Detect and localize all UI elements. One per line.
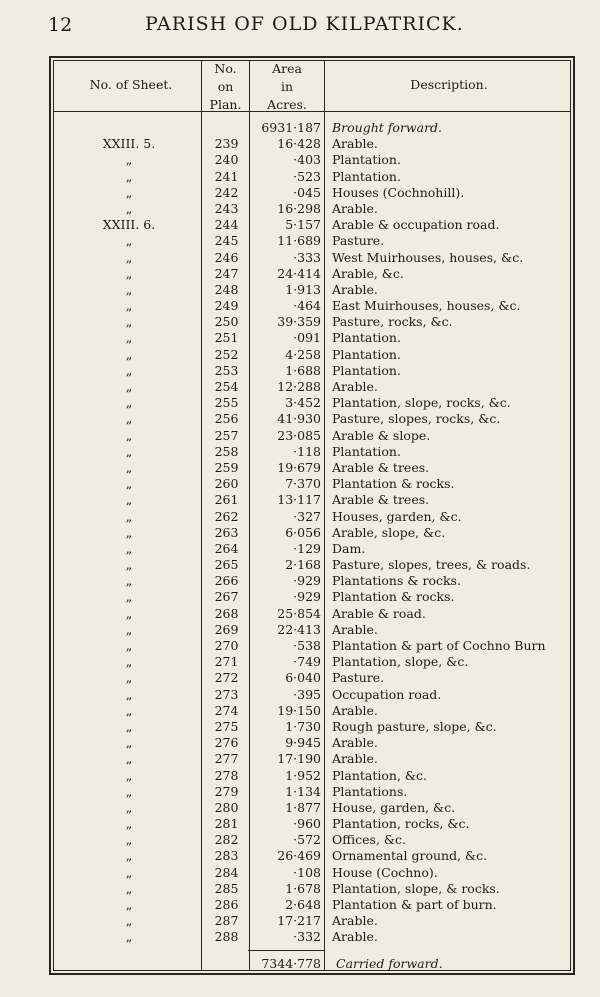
table-row <box>51 541 573 557</box>
plan-number-cell: 279 <box>214 783 239 799</box>
plan-number-cell: 269 <box>214 621 239 637</box>
area-cell: 24·414 <box>277 265 321 281</box>
area-cell: 1·134 <box>285 783 321 799</box>
description-cell: Plantation. <box>332 346 401 362</box>
sheet-cell: „ <box>125 718 133 734</box>
table-row <box>51 816 573 832</box>
area-cell: ·403 <box>293 152 321 168</box>
sheet-cell: „ <box>125 767 133 783</box>
description-cell: Arable. <box>332 929 378 945</box>
description-cell: Arable. <box>332 621 378 637</box>
sheet-cell: „ <box>125 314 133 330</box>
sheet-cell: „ <box>125 152 133 168</box>
table-row <box>51 476 573 492</box>
area-cell: 6·056 <box>285 524 321 540</box>
description-cell: Plantation & part of Cochno Burn <box>332 638 546 653</box>
area-cell: ·333 <box>293 249 321 265</box>
plan-number-cell: 265 <box>214 557 239 573</box>
area-cell: 39·359 <box>277 314 321 330</box>
plan-number-cell: 267 <box>214 589 239 605</box>
brought-forward-label: Brought forward. <box>332 120 443 135</box>
brought-forward-area: 6931·187 <box>261 120 321 135</box>
description-cell: Plantation & part of burn. <box>332 897 497 912</box>
plan-number-cell: 287 <box>214 913 239 929</box>
plan-number-cell: 277 <box>214 751 239 767</box>
description-cell: Dam. <box>332 540 366 556</box>
table-row <box>51 379 573 395</box>
table-row <box>51 735 573 751</box>
header-plan: No. on Plan. <box>209 61 242 112</box>
area-cell: 5·157 <box>285 217 321 233</box>
description-cell: Arable & slope. <box>332 427 431 443</box>
table-row <box>51 185 573 201</box>
plan-number-cell: 242 <box>214 184 239 200</box>
plan-number-cell: 264 <box>214 540 239 556</box>
table-row <box>51 136 573 152</box>
area-cell: 41·930 <box>277 411 321 427</box>
carried-forward-area: 7344·778 <box>261 956 321 971</box>
description-cell: Plantation. <box>332 152 401 168</box>
area-cell: ·332 <box>293 929 321 945</box>
plan-number-cell: 257 <box>214 427 239 443</box>
table-row <box>51 201 573 217</box>
description-cell: Pasture. <box>332 670 385 686</box>
table-row <box>51 169 573 185</box>
total-rule <box>248 950 325 951</box>
sheet-cell: „ <box>125 735 133 751</box>
description-cell: Pasture, slopes, rocks, &c. <box>332 411 501 427</box>
plan-number-cell: 271 <box>214 654 239 670</box>
plan-number-cell: 273 <box>214 686 239 702</box>
area-cell: ·572 <box>293 832 321 848</box>
area-cell: 1·877 <box>285 799 321 815</box>
table-row <box>51 800 573 816</box>
plan-number-cell: 282 <box>214 832 239 848</box>
area-cell: ·929 <box>293 573 321 589</box>
page-title: PARISH OF OLD KILPATRICK. <box>145 13 464 35</box>
description-cell: Arable & trees. <box>332 459 430 475</box>
sheet-cell: „ <box>125 605 133 621</box>
sheet-cell: „ <box>125 816 133 832</box>
table-row <box>51 330 573 346</box>
area-cell: ·091 <box>293 330 321 346</box>
table-row <box>51 703 573 719</box>
table-row <box>51 411 573 427</box>
area-cell: 13·117 <box>277 492 321 508</box>
area-cell: 26·469 <box>277 848 321 864</box>
description-cell: Arable. <box>332 136 378 152</box>
plan-number-cell: 239 <box>214 136 239 152</box>
sheet-cell: „ <box>125 573 133 589</box>
area-cell: ·464 <box>293 298 321 314</box>
description-cell: Arable. <box>332 702 378 718</box>
description-cell: Offices, &c. <box>332 832 406 848</box>
area-cell: ·327 <box>293 508 321 524</box>
table-row <box>51 152 573 168</box>
description-cell: Plantation. <box>332 362 401 378</box>
area-cell: ·538 <box>293 638 321 653</box>
plan-number-cell: 283 <box>214 848 239 864</box>
sheet-cell: „ <box>125 864 133 880</box>
sheet-cell: „ <box>125 249 133 265</box>
area-cell: 12·288 <box>277 379 321 394</box>
plan-number-cell: 281 <box>214 816 239 832</box>
table-row <box>51 314 573 330</box>
sheet-cell: „ <box>125 411 133 427</box>
table-frame <box>49 56 575 975</box>
table-row <box>51 654 573 670</box>
plan-number-cell: 285 <box>214 880 239 896</box>
sheet-cell: „ <box>125 589 133 605</box>
table-row <box>51 606 573 622</box>
table-row <box>51 233 573 249</box>
sheet-cell: „ <box>125 508 133 524</box>
header-description: Description. <box>410 77 488 92</box>
sheet-cell: XXIII. 6. <box>102 217 156 233</box>
area-cell: ·045 <box>293 184 321 200</box>
description-cell: Plantations. <box>332 783 408 799</box>
table-row <box>51 525 573 541</box>
plan-number-cell: 286 <box>214 897 239 912</box>
table-row <box>51 784 573 800</box>
sheet-cell: „ <box>125 459 133 475</box>
table-row <box>51 832 573 848</box>
description-cell: Rough pasture, slope, &c. <box>332 718 497 734</box>
plan-number-cell: 243 <box>214 200 239 216</box>
plan-number-cell: 247 <box>214 265 239 281</box>
plan-number-cell: 263 <box>214 524 239 540</box>
sheet-cell: „ <box>125 395 133 411</box>
description-cell: Occupation road. <box>332 686 442 702</box>
area-cell: 23·085 <box>277 427 321 443</box>
table-row <box>51 573 573 589</box>
plan-number-cell: 278 <box>214 767 239 783</box>
area-cell: 2·168 <box>285 557 321 573</box>
table-row <box>51 395 573 411</box>
table-row <box>51 913 573 929</box>
table-row <box>51 347 573 363</box>
sheet-cell: „ <box>125 524 133 540</box>
description-cell: Arable. <box>332 751 378 767</box>
sheet-cell: „ <box>125 654 133 670</box>
table-row <box>51 266 573 282</box>
area-cell: ·108 <box>293 864 321 880</box>
sheet-cell: XXIII. 5. <box>102 136 156 152</box>
sheet-cell: „ <box>125 783 133 799</box>
area-cell: 6·040 <box>285 670 321 686</box>
area-cell: 19·679 <box>277 459 321 475</box>
area-cell: ·118 <box>293 443 321 459</box>
area-cell: 7·370 <box>285 476 321 492</box>
table-row <box>51 865 573 881</box>
plan-number-cell: 268 <box>214 605 239 621</box>
sheet-cell: „ <box>125 362 133 378</box>
description-cell: Arable & road. <box>332 605 426 621</box>
table-row <box>51 881 573 897</box>
plan-number-cell: 240 <box>214 152 239 168</box>
sheet-cell: „ <box>125 897 133 912</box>
table-row <box>51 848 573 864</box>
area-cell: 25·854 <box>277 605 321 621</box>
sheet-cell: „ <box>125 265 133 281</box>
description-cell: Ornamental ground, &c. <box>332 848 488 864</box>
sheet-cell: „ <box>125 702 133 718</box>
plan-number-cell: 275 <box>214 718 239 734</box>
sheet-cell: „ <box>125 848 133 864</box>
plan-number-cell: 272 <box>214 670 239 686</box>
plan-number-cell: 266 <box>214 573 239 589</box>
plan-number-cell: 244 <box>214 217 239 233</box>
sheet-cell: „ <box>125 751 133 767</box>
plan-number-cell: 250 <box>214 314 239 330</box>
sheet-cell: „ <box>125 540 133 556</box>
table-row <box>51 768 573 784</box>
sheet-cell: „ <box>125 168 133 184</box>
table-row <box>51 638 573 654</box>
description-cell: Arable & occupation road. <box>332 217 500 233</box>
plan-number-cell: 252 <box>214 346 239 362</box>
description-cell: Pasture, slopes, trees, & roads. <box>332 557 531 573</box>
table-row <box>51 897 573 913</box>
page-number: 12 <box>48 14 73 36</box>
sheet-cell: „ <box>125 427 133 443</box>
description-cell: Arable, slope, &c. <box>332 524 446 540</box>
table-row <box>51 589 573 605</box>
plan-number-cell: 259 <box>214 459 239 475</box>
plan-number-cell: 280 <box>214 799 239 815</box>
plan-number-cell: 284 <box>214 864 239 880</box>
plan-number-cell: 255 <box>214 395 239 411</box>
sheet-cell: „ <box>125 184 133 200</box>
table-row <box>51 250 573 266</box>
area-cell: 17·190 <box>277 751 321 767</box>
area-cell: 1·730 <box>285 718 321 734</box>
header-area: Area in Acres. <box>267 61 307 112</box>
area-cell: 17·217 <box>277 913 321 929</box>
sheet-cell: „ <box>125 670 133 686</box>
sheet-cell: „ <box>125 832 133 848</box>
description-cell: Pasture. <box>332 233 385 249</box>
sheet-cell: „ <box>125 476 133 492</box>
table-row <box>51 719 573 735</box>
sheet-cell: „ <box>125 330 133 346</box>
area-cell: 9·945 <box>285 735 321 751</box>
description-cell: Houses, garden, &c. <box>332 508 462 524</box>
plan-number-cell: 274 <box>214 702 239 718</box>
description-cell: Plantation, slope, & rocks. <box>332 880 500 896</box>
description-cell: Pasture, rocks, &c. <box>332 314 453 330</box>
table-row <box>51 460 573 476</box>
area-cell: 2·648 <box>285 897 321 912</box>
header-sheet: No. of Sheet. <box>89 77 173 92</box>
description-cell: Plantation, slope, rocks, &c. <box>332 395 511 411</box>
table-row <box>51 217 573 233</box>
description-cell: Arable & trees. <box>332 492 430 508</box>
plan-number-cell: 254 <box>214 379 239 394</box>
description-cell: Plantation. <box>332 168 401 184</box>
sheet-cell: „ <box>125 233 133 249</box>
sheet-cell: „ <box>125 200 133 216</box>
plan-number-cell: 253 <box>214 362 239 378</box>
plan-number-cell: 248 <box>214 281 239 297</box>
area-cell: ·929 <box>293 589 321 605</box>
brought-forward-row <box>51 120 573 136</box>
area-cell: 11·689 <box>277 233 321 249</box>
plan-number-cell: 288 <box>214 929 239 945</box>
table-body <box>51 120 573 946</box>
table-row <box>51 751 573 767</box>
table-row <box>51 298 573 314</box>
plan-number-cell: 246 <box>214 249 239 265</box>
area-cell: 1·952 <box>285 767 321 783</box>
area-cell: 22·413 <box>277 621 321 637</box>
plan-number-cell: 241 <box>214 168 239 184</box>
sheet-cell: „ <box>125 880 133 896</box>
plan-number-cell: 245 <box>214 233 239 249</box>
description-cell: House, garden, &c. <box>332 799 456 815</box>
area-cell: 4·258 <box>285 346 321 362</box>
sheet-cell: „ <box>125 929 133 945</box>
sheet-cell: „ <box>125 638 133 653</box>
area-cell: 1·678 <box>285 880 321 896</box>
table-row <box>51 444 573 460</box>
area-cell: ·523 <box>293 168 321 184</box>
area-cell: 16·428 <box>277 136 321 152</box>
area-cell: ·960 <box>293 816 321 832</box>
table-row <box>51 622 573 638</box>
description-cell: House (Cochno). <box>332 864 438 880</box>
description-cell: Houses (Cochnohill). <box>332 184 465 200</box>
description-cell: Arable. <box>332 735 378 751</box>
sheet-cell: „ <box>125 557 133 573</box>
description-cell: Plantation, rocks, &c. <box>332 816 470 832</box>
description-cell: Plantation, &c. <box>332 767 428 783</box>
area-cell: 3·452 <box>285 395 321 411</box>
description-cell: Arable, &c. <box>332 265 404 281</box>
plan-number-cell: 270 <box>214 638 239 653</box>
description-cell: Plantation & rocks. <box>332 476 455 492</box>
sheet-cell: „ <box>125 346 133 362</box>
sheet-cell: „ <box>125 799 133 815</box>
description-cell: Plantation. <box>332 443 401 459</box>
sheet-cell: „ <box>125 686 133 702</box>
plan-number-cell: 260 <box>214 476 239 492</box>
sheet-cell: „ <box>125 492 133 508</box>
description-cell: Plantations & rocks. <box>332 573 461 589</box>
table-row <box>51 363 573 379</box>
area-cell: 16·298 <box>277 200 321 216</box>
area-cell: 1·913 <box>285 281 321 297</box>
description-cell: Plantation & rocks. <box>332 589 455 605</box>
table-row <box>51 428 573 444</box>
area-cell: ·129 <box>293 540 321 556</box>
area-cell: ·749 <box>293 654 321 670</box>
table-row <box>51 557 573 573</box>
description-cell: Arable. <box>332 200 378 216</box>
description-cell: Arable. <box>332 281 378 297</box>
sheet-cell: „ <box>125 443 133 459</box>
description-cell: East Muirhouses, houses, &c. <box>332 298 521 314</box>
table-row <box>51 509 573 525</box>
sheet-cell: „ <box>125 913 133 929</box>
table-row <box>51 492 573 508</box>
description-cell: Plantation. <box>332 330 401 346</box>
carried-forward-label: Carried forward. <box>336 956 443 971</box>
table-row <box>51 929 573 945</box>
table-row <box>51 282 573 298</box>
plan-number-cell: 261 <box>214 492 239 508</box>
area-cell: 19·150 <box>277 702 321 718</box>
plan-number-cell: 249 <box>214 298 239 314</box>
sheet-cell: „ <box>125 379 133 394</box>
plan-number-cell: 276 <box>214 735 239 751</box>
sheet-cell: „ <box>125 298 133 314</box>
area-cell: 1·688 <box>285 362 321 378</box>
table-row <box>51 687 573 703</box>
area-cell: ·395 <box>293 686 321 702</box>
plan-number-cell: 256 <box>214 411 239 427</box>
sheet-cell: „ <box>125 621 133 637</box>
plan-number-cell: 262 <box>214 508 239 524</box>
description-cell: Plantation, slope, &c. <box>332 654 469 670</box>
sheet-cell: „ <box>125 281 133 297</box>
description-cell: Arable. <box>332 379 378 394</box>
description-cell: West Muirhouses, houses, &c. <box>332 249 524 265</box>
plan-number-cell: 251 <box>214 330 239 346</box>
table-row <box>51 670 573 686</box>
description-cell: Arable. <box>332 913 378 929</box>
plan-number-cell: 258 <box>214 443 239 459</box>
